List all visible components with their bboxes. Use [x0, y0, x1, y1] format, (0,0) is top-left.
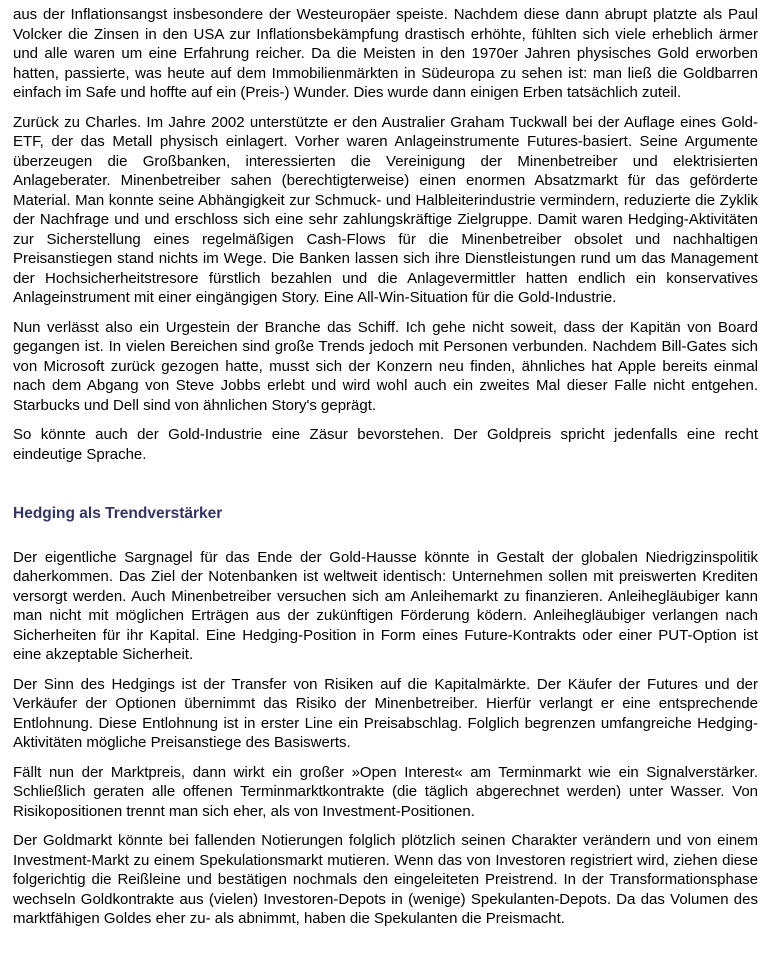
paragraph-inflation-angst: aus der Inflationsangst insbesondere der Westeuropäer speiste. Nachdem diese dann abrupt platzte als Paul Volcker die Zinsen in den USA zur Inflationsbekämpfung drastisch erhöhte, fühlten sich viele erheblich ärmer und alle waren um eine Erfahrung reicher. Da die Meisten in den 1970er Jahren physisches Gold erworben hatten, passierte, was heute auf dem Immobilienmärkten in Südeuropa zu sehen ist: man ließ die Goldbarren einfach im Safe und hoffte auf ein (Preis-) Wunder. Dies wurde dann einigen Erben tatsächlich zuteil.: [13, 6, 758, 101]
paragraph-zaesur: So könnte auch der Gold-Industrie eine Zäsur bevorstehen. Der Goldpreis spricht jedenfalls eine recht eindeutige Sprache.: [13, 426, 758, 463]
paragraph-open-interest: Fällt nun der Marktpreis, dann wirkt ein großer »Open Interest« am Terminmarkt wie ein Signalverstärker. Schließlich geraten alle offenen Terminmarktkontrakte (die täglich abgerechnet werden) unter Wasser. Von Risikopositionen trennt man sich eher, als von Investment-Positionen.: [13, 763, 758, 820]
paragraph-urgestein-branche: Nun verlässt also ein Urgestein der Branche das Schiff. Ich gehe nicht soweit, dass der Kapitän von Board gegangen ist. In vielen Bereichen sind große Trends jedoch mit Personen verbunden. Nachdem Bill-Gates sich von Microsoft zurück gezogen hatte, musst sich der Konzern neu finden, ähnliches hat Apple bereits einmal nach dem Abgang von Steve Jobbs erlebt und wird wohl auch ein zweites Mal dieser Falle nicht entgehen. Starbucks und Dell sind von ähnlichen Story's geprägt.: [13, 318, 758, 414]
section-heading-hedging: Hedging als Trendverstärker: [13, 505, 223, 522]
paragraph-sargnagel-niedrigzins: Der eigentliche Sargnagel für das Ende der Gold-Hausse könnte in Gestalt der globalen Niedrigzinspolitik daherkommen. Das Ziel der Notenbanken ist weltweit identisch: Unternehmen sollen mit preiswerten Krediten versorgt werden. Auch Minenbetreiber versuchen sich am Anleihemarkt zu finanzieren. Anleihegläubiger kann man nicht mit möglichen Erträgen aus der zukünftigen Förderung ködern. Anleihegläubiger verlangen nach Sicherheiten für ihr Kapital. Eine Hedging-Position in Form eines Future-Kontrakts oder einer PUT-Option ist eine akzeptable Sicherheit.: [13, 548, 758, 663]
paragraph-goldmarkt-charakter: Der Goldmarkt könnte bei fallenden Notierungen folglich plötzlich seinen Charakter verändern und von einem Investment-Markt zu einem Spekulationsmarkt mutieren. Wenn das von Investoren registriert wird, ziehen diese folgerichtig die Reißleine und bestätigen nochmals den eingeleiteten Preistrend. In der Transformationsphase wechseln Goldkontrakte aus (vielen) Investoren-Depots in (wenige) Spekulanten-Depots. Da das Volumen des marktfähigen Goldes eher zu- als abnimmt, haben die Spekulanten die Preismacht.: [13, 832, 758, 927]
paragraph-charles-gold-etf: Zurück zu Charles. Im Jahre 2002 unterstützte er den Australier Graham Tuckwall bei der Auflage eines Gold-ETF, der das Metall physisch einlagert. Vorher waren Anlageinstrumente Futures-basiert. Seine Argumente überzeugen die Großbanken, interessierten die Vereinigung der Minenbetreiber und elektrisierten Anlageberater. Minenbetreiber sahen (berechtigterweise) einen enormen Absatzmarkt für das geförderte Material. Man konnte seine Abhängigkeit zur Schmuck- und Halbleiterindustrie vermindern, reduzierte die Zyklik der Nachfrage und und erschloss sich eine sehr zahlungskräftige Zielgruppe. Damit waren Hedging-Aktivitäten zur Sicherstellung eines regelmäßigen Cash-Flows für die Minenbetreiber obsolet und nachhaltigen Preisanstiegen stand nichts im Wege. Die Banken lassen sich ihre Dienstleistungen rund um das Management der Hochsicherheitstresore fürstlich bezahlen und die Anlagevermittler hatten endlich ein konservatives Anlageinstrument mit einer eingängigen Story. Eine All-Win-Situation für die Gold-Industrie.: [13, 113, 758, 306]
paragraph-sinn-des-hedgings: Der Sinn des Hedgings ist der Transfer von Risiken auf die Kapitalmärkte. Der Käufer der Futures und der Verkäufer der Optionen übernimmt das Risiko der Minenbetreiber. Hierfür verlangt er eine entsprechende Entlohnung. Diese Entlohnung ist in erster Line ein Preisabschlag. Folglich begrenzen umfangreiche Hedging-Aktivitäten mögliche Preisanstiege des Basiswerts.: [13, 675, 758, 751]
